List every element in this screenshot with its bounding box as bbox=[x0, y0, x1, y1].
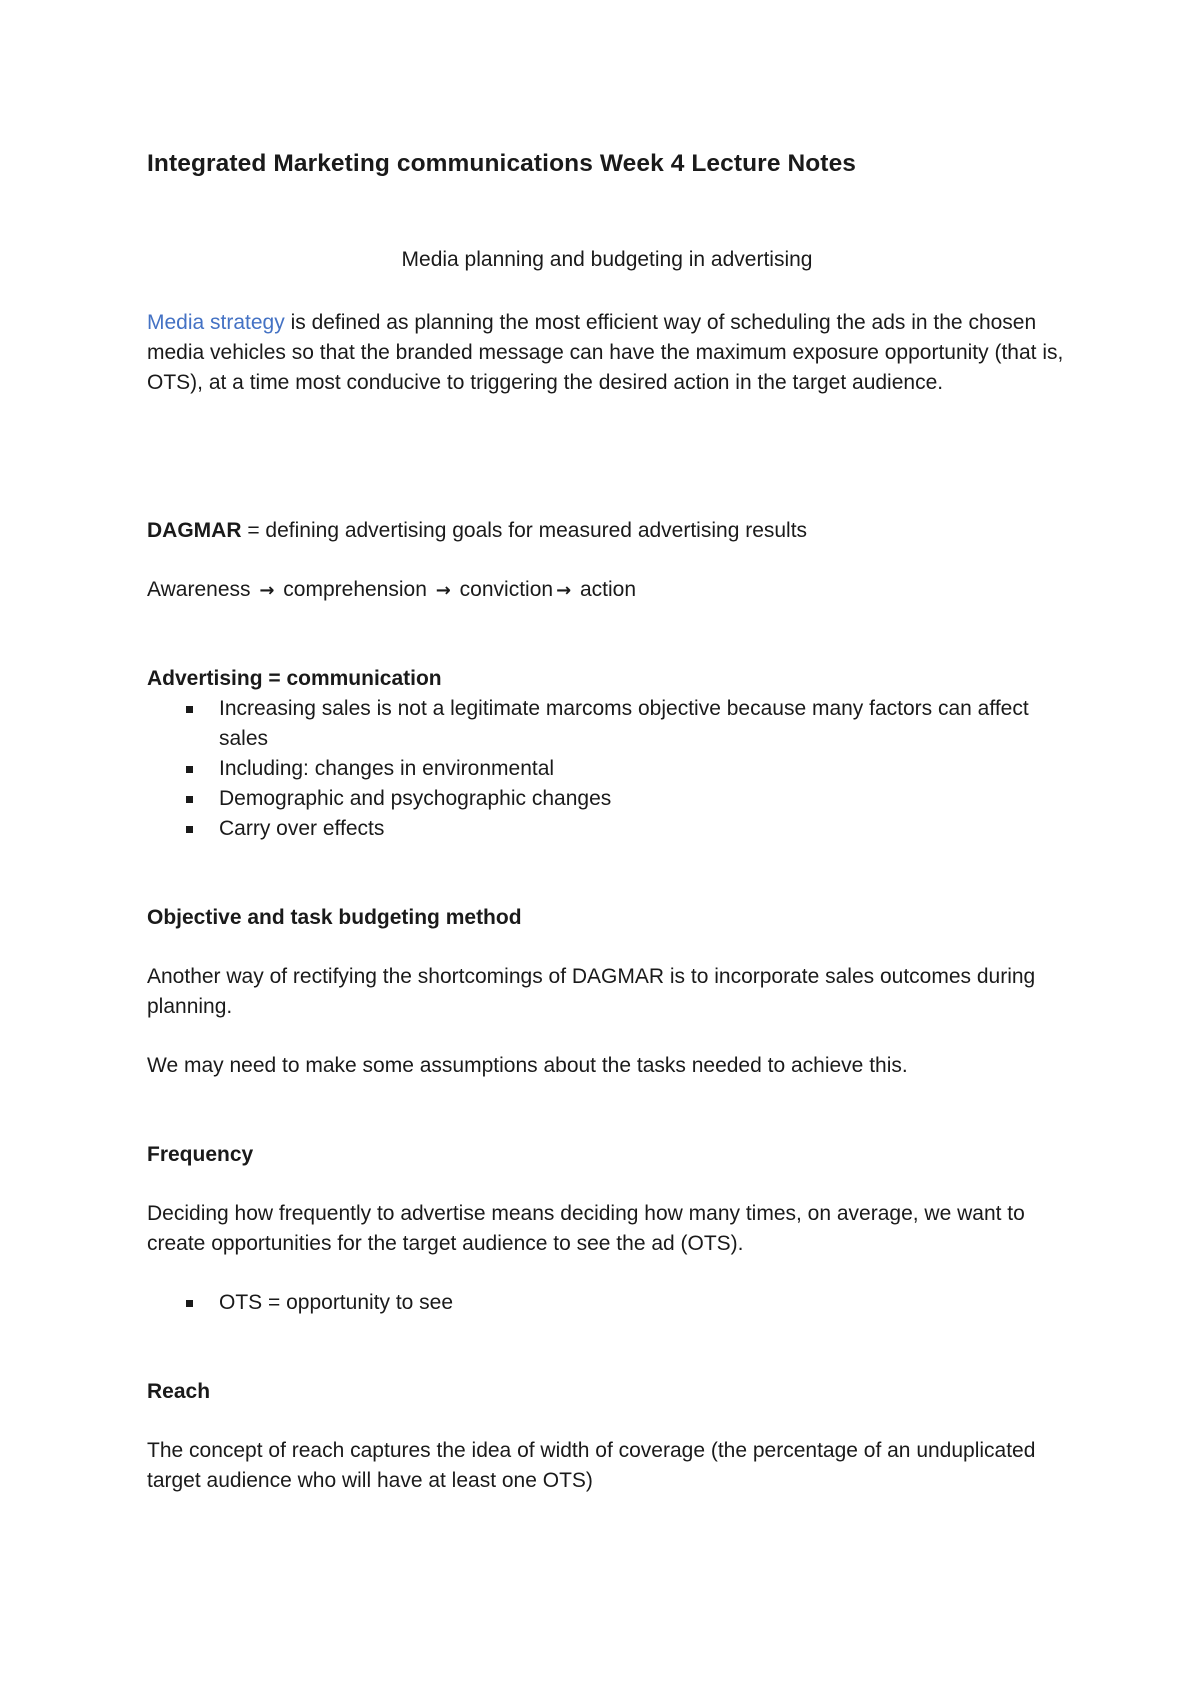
advertising-bullet-list bbox=[147, 694, 1067, 844]
right-arrow-icon: → bbox=[435, 580, 451, 601]
media-strategy-definition: is defined as planning the most efficient way of scheduling the ads in the chosen media vehicles so that the branded message can have the maximum exposure opportunity (that is, OTS), at a time most conducive to triggering the desired action in the target audience. bbox=[147, 311, 1064, 394]
list-item: Including: changes in environmental bbox=[147, 754, 1067, 784]
advertising-heading: Advertising = communication bbox=[147, 667, 442, 690]
document-subtitle: Media planning and budgeting in advertising bbox=[401, 248, 813, 271]
hierarchy-step: comprehension bbox=[283, 578, 427, 601]
objective-task-paragraph-2: We may need to make some assumptions about the tasks needed to achieve this. bbox=[147, 1054, 908, 1077]
square-bullet-icon bbox=[186, 826, 193, 833]
list-item: Demographic and psychographic changes bbox=[147, 784, 1067, 814]
frequency-paragraph: Deciding how frequently to advertise means deciding how many times, on average, we want to create opportunities for the target audience to see the ad (OTS). bbox=[147, 1202, 1025, 1255]
frequency-bullet-list bbox=[147, 1288, 1067, 1318]
dagmar-paragraph bbox=[147, 516, 1067, 546]
hierarchy-of-effects bbox=[147, 575, 1067, 606]
square-bullet-icon bbox=[186, 796, 193, 803]
reach-paragraph: The concept of reach captures the idea of width of coverage (the percentage of an unduplicated target audience who will have at least one OTS) bbox=[147, 1439, 1036, 1492]
square-bullet-icon bbox=[186, 766, 193, 773]
square-bullet-icon bbox=[186, 1300, 193, 1307]
dagmar-term: DAGMAR bbox=[147, 519, 242, 542]
right-arrow-icon: → bbox=[259, 580, 275, 601]
dagmar-definition: = defining advertising goals for measured advertising results bbox=[241, 519, 808, 542]
hierarchy-step: Awareness bbox=[147, 578, 251, 601]
frequency-heading: Frequency bbox=[147, 1143, 254, 1166]
document-title: Integrated Marketing communications Week 4 Lecture Notes bbox=[147, 150, 857, 177]
objective-task-paragraph-1: Another way of rectifying the shortcomings of DAGMAR is to incorporate sales outcomes during planning. bbox=[147, 965, 1036, 1018]
square-bullet-icon bbox=[186, 706, 193, 713]
hierarchy-step: conviction bbox=[459, 578, 554, 601]
right-arrow-icon: → bbox=[556, 580, 572, 601]
list-item: Increasing sales is not a legitimate marcoms objective because many factors can affect sales bbox=[147, 694, 1067, 754]
hierarchy-step: action bbox=[580, 578, 637, 601]
objective-task-heading: Objective and task budgeting method bbox=[147, 906, 522, 929]
reach-heading: Reach bbox=[147, 1380, 211, 1403]
media-strategy-term: Media strategy bbox=[147, 311, 285, 334]
list-item: OTS = opportunity to see bbox=[147, 1288, 1067, 1318]
media-strategy-paragraph bbox=[147, 308, 1067, 398]
list-item: Carry over effects bbox=[147, 814, 1067, 844]
document-body bbox=[147, 148, 1077, 1492]
